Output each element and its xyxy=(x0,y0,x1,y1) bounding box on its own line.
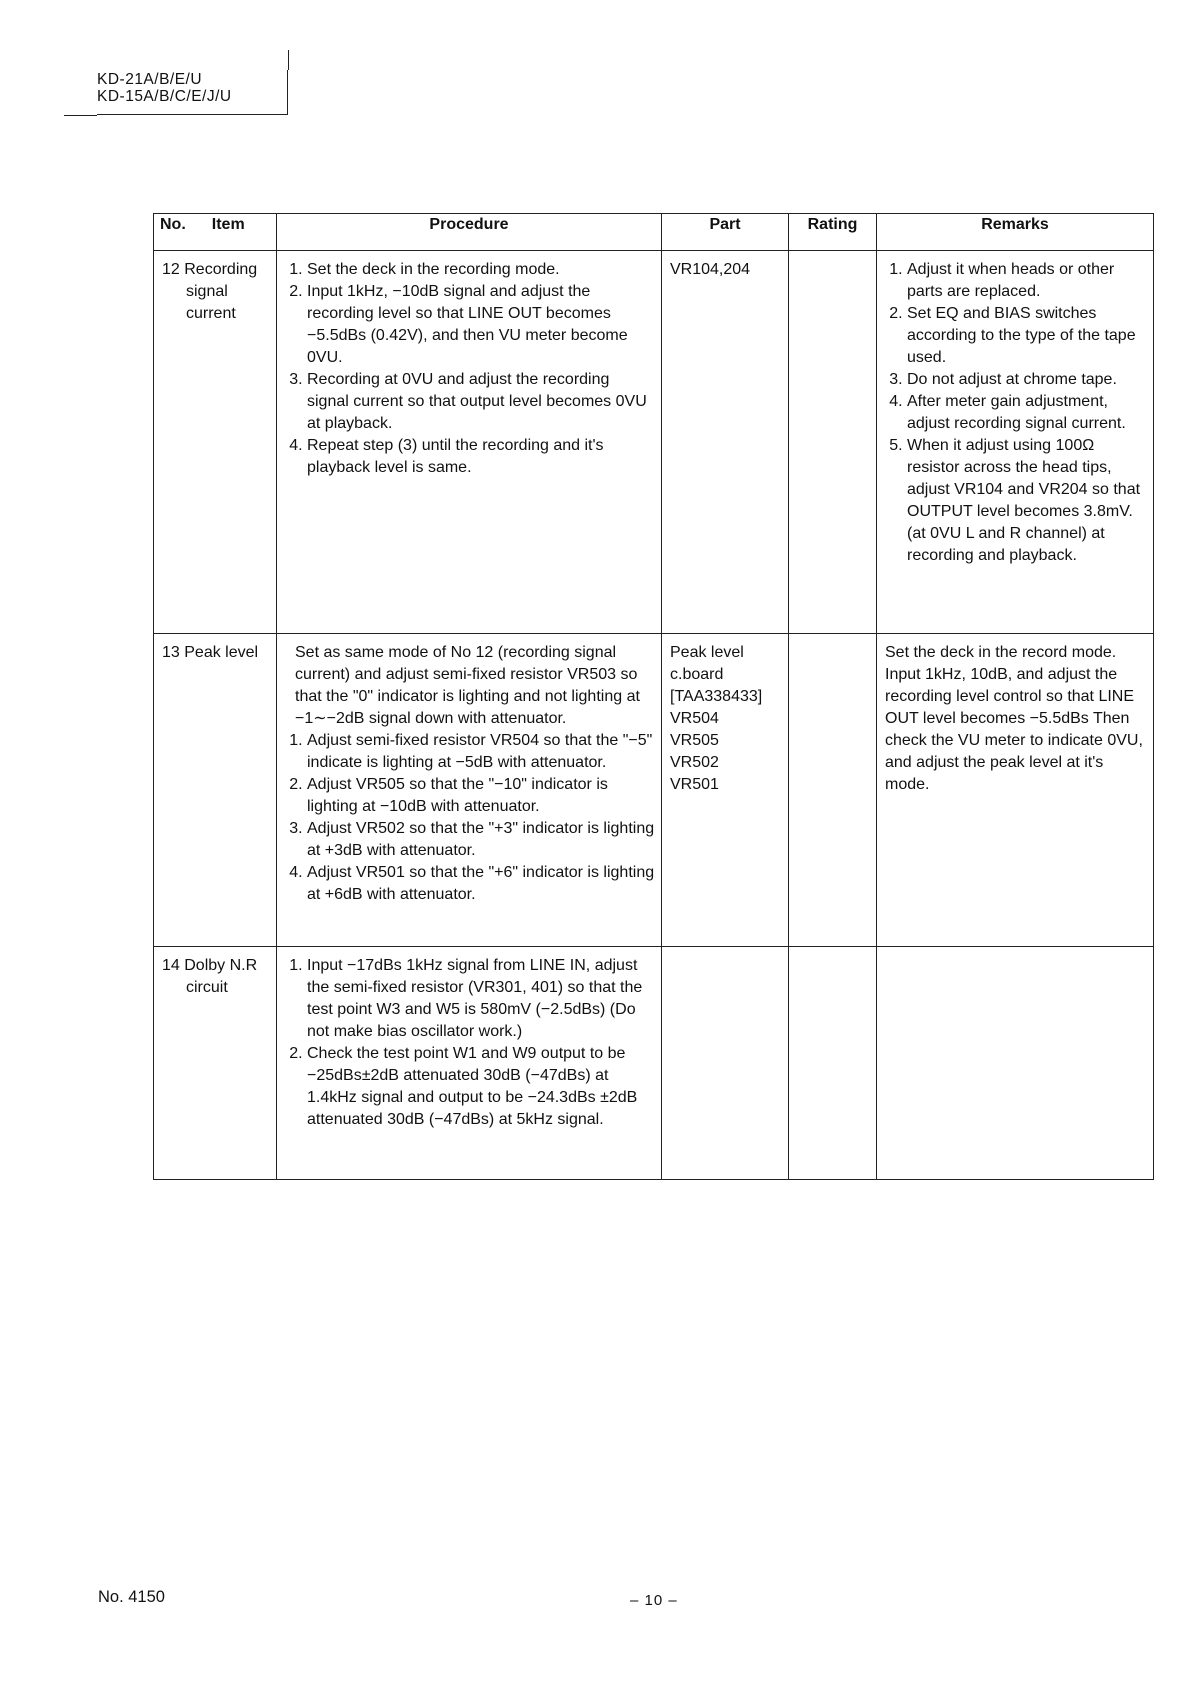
procedure-steps xyxy=(285,259,655,479)
header-part: Part xyxy=(662,214,789,251)
procedure-step: 2. Adjust VR505 so that the "−10" indicator is lighting at −10dB with attenuator. xyxy=(307,774,655,818)
remark-item: 1. Adjust it when heads or other parts are replaced. xyxy=(907,259,1147,303)
rating-cell xyxy=(789,251,877,634)
procedure-step: 1. Input −17dBs 1kHz signal from LINE IN, adjust the semi-fixed resistor (VR301, 401) so that the test point W3 and W5 is 580mV (−2.5dBs) (Do not make bias oscillator work.) xyxy=(307,955,655,1043)
table-header-row xyxy=(154,214,1154,251)
remark-item: 5. When it adjust using 100Ω resistor across the head tips, adjust VR104 and VR204 so that OUTPUT level becomes 3.8mV. (at 0VU L and R channel) at recording and playback. xyxy=(907,435,1147,567)
table-row xyxy=(154,251,1154,634)
part-value: c.board xyxy=(670,666,724,683)
item-title: Peak level xyxy=(184,644,259,661)
header-rating: Rating xyxy=(789,214,877,251)
header-no-item xyxy=(154,214,277,251)
part-cell xyxy=(662,947,789,1180)
procedure-steps xyxy=(285,955,655,1131)
procedure-steps xyxy=(285,730,655,906)
part-value: VR501 xyxy=(670,776,719,793)
part-value: [TAA338433] xyxy=(670,688,763,705)
rating-cell xyxy=(789,634,877,947)
procedure-step: 2. Input 1kHz, −10dB signal and adjust the recording level so that LINE OUT becomes −5.5dBs (0.42V), and then VU meter become 0VU. xyxy=(307,281,655,369)
header-remarks: Remarks xyxy=(877,214,1154,251)
part-cell xyxy=(662,634,789,947)
model-line-2: KD-15A/B/C/E/J/U xyxy=(97,88,232,105)
remarks-cell xyxy=(877,251,1154,634)
item-title-line-2: signal xyxy=(186,283,228,300)
item-cell xyxy=(154,947,277,1180)
part-value: VR505 xyxy=(670,732,719,749)
part-value: Peak level xyxy=(670,644,744,661)
page-number: – 10 – xyxy=(630,1592,678,1609)
item-no: 12 xyxy=(162,261,180,278)
header-item: Item xyxy=(211,216,245,233)
item-cell xyxy=(154,251,277,634)
table-row xyxy=(154,634,1154,947)
part-value: VR502 xyxy=(670,754,719,771)
document-number: No. 4150 xyxy=(98,1588,165,1606)
procedure-intro: Set as same mode of No 12 (recording signal current) and adjust semi-fixed resistor VR503 so that the "0" indicator is lighting and not lighting at −1∼−2dB signal down with attenuator. xyxy=(295,644,640,727)
remark-item: 4. After meter gain adjustment, adjust recording signal current. xyxy=(907,391,1147,435)
procedure-step: 4. Repeat step (3) until the recording and it's playback level is same. xyxy=(307,435,655,479)
model-number-block xyxy=(97,70,288,115)
remarks-list xyxy=(885,259,1147,567)
header-procedure: Procedure xyxy=(277,214,662,251)
item-no: 14 xyxy=(162,957,180,974)
table-row xyxy=(154,947,1154,1180)
procedure-cell xyxy=(277,947,662,1180)
remark-item: 2. Set EQ and BIAS switches according to the type of the tape used. xyxy=(907,303,1147,369)
remarks-cell xyxy=(877,947,1154,1180)
part-list xyxy=(670,642,782,796)
adjustment-procedure-table xyxy=(153,213,1154,1180)
remarks-text: Set the deck in the record mode. Input 1kHz, 10dB, and adjust the recording level control so that LINE OUT level becomes −5.5dBs Then check the VU meter to indicate 0VU, and adjust the peak level at it's mode. xyxy=(885,644,1143,793)
item-title-line-3: current xyxy=(186,305,236,322)
rating-cell xyxy=(789,947,877,1180)
item-title-line-2: circuit xyxy=(186,979,228,996)
procedure-cell xyxy=(277,251,662,634)
part-value: VR104,204 xyxy=(670,261,751,278)
procedure-step: 3. Adjust VR502 so that the "+3" indicator is lighting at +3dB with attenuator. xyxy=(307,818,655,862)
procedure-step: 2. Check the test point W1 and W9 output to be −25dBs±2dB attenuated 30dB (−47dBs) at 1.4kHz signal and output to be −24.3dBs ±2dB attenuated 30dB (−47dBs) at 5kHz signal. xyxy=(307,1043,655,1131)
procedure-step: 3. Recording at 0VU and adjust the recording signal current so that output level becomes 0VU at playback. xyxy=(307,369,655,435)
remark-item: 3. Do not adjust at chrome tape. xyxy=(907,369,1147,391)
part-cell xyxy=(662,251,789,634)
procedure-step: 4. Adjust VR501 so that the "+6" indicator is lighting at +6dB with attenuator. xyxy=(307,862,655,906)
item-title: Dolby N.R xyxy=(184,957,258,974)
procedure-step: 1. Adjust semi-fixed resistor VR504 so that the "−5" indicate is lighting at −5dB with attenuator. xyxy=(307,730,655,774)
header-no: No. xyxy=(160,216,186,233)
remarks-cell xyxy=(877,634,1154,947)
item-no: 13 xyxy=(162,644,180,661)
procedure-cell xyxy=(277,634,662,947)
item-cell xyxy=(154,634,277,947)
part-value: VR504 xyxy=(670,710,719,727)
procedure-step: 1. Set the deck in the recording mode. xyxy=(307,259,655,281)
item-title: Recording xyxy=(184,261,258,278)
model-line-1: KD-21A/B/E/U xyxy=(97,71,203,88)
